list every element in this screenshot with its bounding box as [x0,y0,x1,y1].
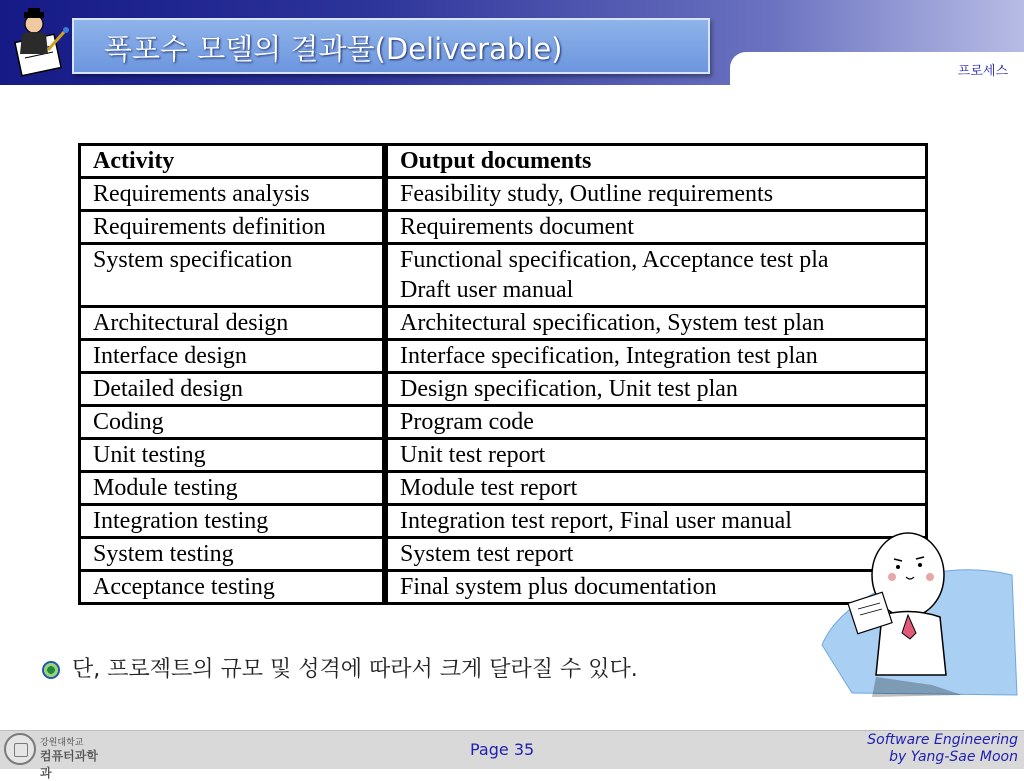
table-row [78,404,928,437]
table-row [78,503,928,536]
output-cell: Unit test report [385,437,928,470]
table-row [78,470,928,503]
credit-course: Software Engineering [867,732,1018,748]
activity-cell: Detailed design [78,371,385,404]
table-row [78,437,928,470]
scholar-writing-icon [12,8,80,78]
section-tab-label: 프로세스 [957,64,1008,79]
output-cell: System test report [385,536,928,569]
table-row [78,209,928,242]
credit-author: by Yang-Sae Moon [889,749,1018,765]
output-cell: Design specification, Unit test plan [385,371,928,404]
university-seal-icon [4,733,36,765]
output-cell: Requirements document [385,209,928,242]
header-output-documents: Output documents [385,143,928,176]
bullet-icon [42,661,60,679]
table-row [78,338,928,371]
table-header-row [78,143,928,176]
page-title: 폭포수 모델의 결과물(Deliverable) [104,32,563,66]
table-row [78,305,928,338]
table-row [78,242,928,305]
output-cell: Integration test report, Final user manual [385,503,928,536]
page-number: Page 35 [470,740,535,759]
activity-cell: System specification [78,242,385,305]
activity-cell: Coding [78,404,385,437]
department-name: 컴퓨터과학과 [40,749,98,780]
activity-cell: Acceptance testing [78,569,385,605]
deliverables-table [78,143,928,605]
header-activity: Activity [78,143,385,176]
table-row [78,371,928,404]
university-name: 강원대학교 [40,738,84,748]
output-cell: Feasibility study, Outline requirements [385,176,928,209]
university-logo [4,733,104,780]
table-row [78,176,928,209]
output-cell: Functional specification, Acceptance test pla Draft user manual [385,242,928,305]
output-cell: Architectural specification, System test plan [385,305,928,338]
note-line [42,652,638,683]
activity-cell: Unit testing [78,437,385,470]
table-row [78,536,928,569]
note-text: 단, 프로젝트의 규모 및 성격에 따라서 크게 달라질 수 있다. [72,657,638,682]
table-row [78,569,928,605]
activity-cell: Requirements definition [78,209,385,242]
activity-cell: Module testing [78,470,385,503]
output-cell: Interface specification, Integration test plan [385,338,928,371]
activity-cell: Architectural design [78,305,385,338]
output-cell: Program code [385,404,928,437]
cartoon-character-icon [812,515,1024,700]
activity-cell: Integration testing [78,503,385,536]
credit [867,732,1018,766]
output-cell: Final system plus documentation [385,569,928,605]
activity-cell: Requirements analysis [78,176,385,209]
output-cell: Module test report [385,470,928,503]
activity-cell: System testing [78,536,385,569]
title-box [72,18,710,74]
activity-cell: Interface design [78,338,385,371]
